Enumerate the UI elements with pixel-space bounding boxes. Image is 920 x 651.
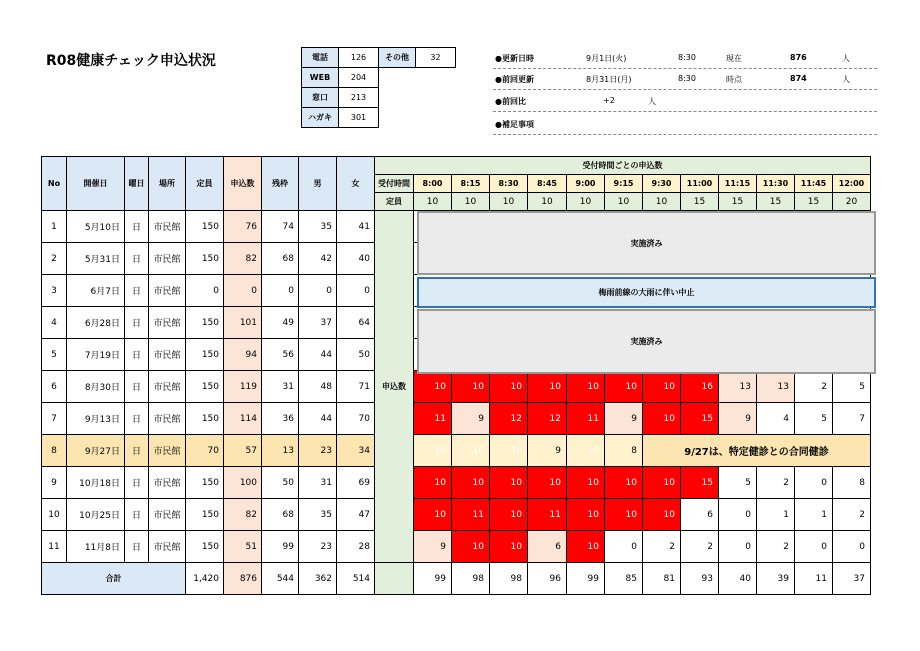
table-row xyxy=(42,403,871,435)
total-remaining: 544 xyxy=(262,563,299,595)
slot-cell: 10 xyxy=(490,371,528,403)
slot-cap-2: 10 xyxy=(490,193,528,211)
slot-time-6: 9:30 xyxy=(643,175,681,193)
row-male: 35 xyxy=(299,211,337,243)
slot-cell: 10 xyxy=(643,403,681,435)
total-label: 合計 xyxy=(42,563,186,595)
slot-time-9: 11:30 xyxy=(757,175,795,193)
row-female: 40 xyxy=(337,243,375,275)
row-applied: 82 xyxy=(224,243,262,275)
row-place: 市民館 xyxy=(149,211,186,243)
slot-cell: 9 xyxy=(605,403,643,435)
done-banner-2 xyxy=(417,309,876,374)
postcard-count: 301 xyxy=(339,108,379,128)
slot-total-4: 99 xyxy=(567,563,605,595)
slot-cell: 10 xyxy=(567,371,605,403)
slot-group-header: 受付時間ごとの申込数 xyxy=(375,157,871,175)
slot-cell: 2 xyxy=(757,531,795,563)
slot-cap-label: 定員 xyxy=(375,193,414,211)
slot-cell: 9 xyxy=(414,531,452,563)
row-male: 44 xyxy=(299,403,337,435)
row-female: 69 xyxy=(337,467,375,499)
slot-cell: 10 xyxy=(414,371,452,403)
slot-cell: 11 xyxy=(452,499,490,531)
slot-cell: 12 xyxy=(528,403,567,435)
row-date: 9月13日 xyxy=(67,403,125,435)
row-remaining: 99 xyxy=(262,531,299,563)
slot-cell: 8 xyxy=(833,467,871,499)
slot-cell: 0 xyxy=(795,531,833,563)
row-no: 2 xyxy=(42,243,67,275)
updated-date: 9月1日(火) xyxy=(586,54,627,63)
row-capacity: 150 xyxy=(186,307,224,339)
weekday-header: 曜日 xyxy=(125,157,149,211)
row-male: 42 xyxy=(299,243,337,275)
slot-cell: 5 xyxy=(795,403,833,435)
row-remaining: 13 xyxy=(262,435,299,467)
slot-cap-11: 20 xyxy=(833,193,871,211)
row-remaining: 74 xyxy=(262,211,299,243)
row-applied: 101 xyxy=(224,307,262,339)
page-title: R08健康チェック申込状況 xyxy=(46,53,216,69)
row-applied: 82 xyxy=(224,499,262,531)
slot-cell: 10 xyxy=(643,499,681,531)
done-banner-1 xyxy=(417,211,876,275)
phone-label: 電話 xyxy=(302,48,339,68)
row-place: 市民館 xyxy=(149,467,186,499)
row-date: 10月25日 xyxy=(67,499,125,531)
slot-total-0: 99 xyxy=(414,563,452,595)
slot-cell: 9 xyxy=(719,403,757,435)
slot-cell: 10 xyxy=(452,371,490,403)
row-date: 8月30日 xyxy=(67,371,125,403)
channel-counts-table xyxy=(301,47,456,128)
row-weekday: 日 xyxy=(125,531,149,563)
row-weekday: 日 xyxy=(125,371,149,403)
info-diff-row xyxy=(493,91,877,112)
row-female: 0 xyxy=(337,275,375,307)
row-weekday: 日 xyxy=(125,243,149,275)
slot-cap-8: 15 xyxy=(719,193,757,211)
slot-cell: 2 xyxy=(833,499,871,531)
row-no: 1 xyxy=(42,211,67,243)
slot-time-7: 11:00 xyxy=(681,175,719,193)
slot-time-5: 9:15 xyxy=(605,175,643,193)
slot-cell: 2 xyxy=(795,371,833,403)
row-weekday: 日 xyxy=(125,403,149,435)
slot-cell: 10 xyxy=(414,467,452,499)
slot-time-0: 8:00 xyxy=(414,175,452,193)
female-header: 女 xyxy=(337,157,375,211)
slot-cell: 10 xyxy=(605,467,643,499)
row-capacity: 150 xyxy=(186,243,224,275)
slot-cap-1: 10 xyxy=(452,193,490,211)
slot-cell: 10 xyxy=(643,467,681,499)
row-date: 7月19日 xyxy=(67,339,125,371)
row-male: 37 xyxy=(299,307,337,339)
slot-total-5: 85 xyxy=(605,563,643,595)
row-remaining: 56 xyxy=(262,339,299,371)
remaining-header: 残枠 xyxy=(262,157,299,211)
table-row xyxy=(42,435,871,467)
prev-label: ●前回更新 xyxy=(495,75,534,84)
slot-cell: 11 xyxy=(528,499,567,531)
row-capacity: 150 xyxy=(186,339,224,371)
slot-cell: 10 xyxy=(490,499,528,531)
row-no: 9 xyxy=(42,467,67,499)
table-row xyxy=(42,531,871,563)
slot-cap-10: 15 xyxy=(795,193,833,211)
cancel-text: 梅雨前線の大雨に伴い中止 xyxy=(598,288,695,297)
other-label: その他 xyxy=(379,48,416,68)
slot-cell: 10 xyxy=(414,499,452,531)
slot-cell: 10 xyxy=(490,531,528,563)
slot-cell: 16 xyxy=(681,371,719,403)
row-place: 市民館 xyxy=(149,499,186,531)
info-notes-row xyxy=(493,114,877,135)
diff-value: +2 xyxy=(603,96,615,105)
web-count: 204 xyxy=(339,68,379,88)
slot-time-4: 9:00 xyxy=(567,175,605,193)
slot-total-9: 39 xyxy=(757,563,795,595)
slot-cell: 2 xyxy=(643,531,681,563)
row-weekday: 日 xyxy=(125,211,149,243)
row-female: 64 xyxy=(337,307,375,339)
diff-unit: 人 xyxy=(648,97,656,106)
row-remaining: 50 xyxy=(262,467,299,499)
row-no: 4 xyxy=(42,307,67,339)
row-weekday: 日 xyxy=(125,339,149,371)
slot-cell: 9 xyxy=(452,403,490,435)
slot-time-1: 8:15 xyxy=(452,175,490,193)
slot-cell: 10 xyxy=(567,435,605,467)
slot-cell: 10 xyxy=(490,467,528,499)
row-no: 7 xyxy=(42,403,67,435)
row-remaining: 68 xyxy=(262,499,299,531)
point-label: 時点 xyxy=(726,75,742,84)
row-female: 47 xyxy=(337,499,375,531)
prev-time: 8:30 xyxy=(678,74,696,83)
row-male: 23 xyxy=(299,531,337,563)
slot-cell: 11 xyxy=(414,403,452,435)
slot-total-6: 81 xyxy=(643,563,681,595)
slot-time-11: 12:00 xyxy=(833,175,871,193)
row-place: 市民館 xyxy=(149,531,186,563)
row-weekday: 日 xyxy=(125,499,149,531)
total-capacity: 1,420 xyxy=(186,563,224,595)
total-applied: 876 xyxy=(224,563,262,595)
slot-cap-4: 10 xyxy=(567,193,605,211)
row-place: 市民館 xyxy=(149,435,186,467)
postcard-label: ハガキ xyxy=(302,108,339,128)
row-capacity: 150 xyxy=(186,499,224,531)
row-applied: 0 xyxy=(224,275,262,307)
diff-label: ●前回比 xyxy=(495,97,526,106)
capacity-header: 定員 xyxy=(186,157,224,211)
row-capacity: 150 xyxy=(186,531,224,563)
slot-total-8: 40 xyxy=(719,563,757,595)
row-place: 市民館 xyxy=(149,403,186,435)
now-label: 現在 xyxy=(726,54,742,63)
slot-cell: 13 xyxy=(757,371,795,403)
slot-cap-3: 10 xyxy=(528,193,567,211)
row-weekday: 日 xyxy=(125,435,149,467)
slot-cell: 0 xyxy=(719,499,757,531)
slot-cell: 10 xyxy=(452,531,490,563)
slot-cell: 6 xyxy=(681,499,719,531)
row-date: 5月10日 xyxy=(67,211,125,243)
slot-cell: 9 xyxy=(528,435,567,467)
phone-count: 126 xyxy=(339,48,379,68)
slot-cell: 10 xyxy=(605,371,643,403)
slot-cell: 10 xyxy=(567,467,605,499)
point-unit: 人 xyxy=(842,75,850,84)
place-header: 場所 xyxy=(149,157,186,211)
slot-cap-6: 10 xyxy=(643,193,681,211)
slot-cell: 5 xyxy=(833,371,871,403)
slot-total-11: 37 xyxy=(833,563,871,595)
no-header: No xyxy=(42,157,67,211)
row-capacity: 150 xyxy=(186,403,224,435)
row-applied: 51 xyxy=(224,531,262,563)
updated-time: 8:30 xyxy=(678,53,696,62)
total-side-blank xyxy=(375,563,414,595)
row-remaining: 36 xyxy=(262,403,299,435)
row-no: 11 xyxy=(42,531,67,563)
row-applied: 119 xyxy=(224,371,262,403)
row-applied: 100 xyxy=(224,467,262,499)
row-applied: 76 xyxy=(224,211,262,243)
slot-cap-5: 10 xyxy=(605,193,643,211)
row-date: 6月28日 xyxy=(67,307,125,339)
point-value: 874 xyxy=(790,74,807,83)
row-female: 71 xyxy=(337,371,375,403)
row-male: 35 xyxy=(299,499,337,531)
joint-checkup-note: 9/27は、特定健診との合同健診 xyxy=(643,435,871,467)
row-capacity: 150 xyxy=(186,467,224,499)
slot-cell: 1 xyxy=(795,499,833,531)
row-male: 31 xyxy=(299,467,337,499)
slot-time-3: 8:45 xyxy=(528,175,567,193)
row-date: 10月18日 xyxy=(67,467,125,499)
window-label: 窓口 xyxy=(302,88,339,108)
row-female: 70 xyxy=(337,403,375,435)
other-count: 32 xyxy=(416,48,456,68)
row-date: 5月31日 xyxy=(67,243,125,275)
row-applied: 57 xyxy=(224,435,262,467)
slot-total-10: 11 xyxy=(795,563,833,595)
row-no: 5 xyxy=(42,339,67,371)
row-remaining: 49 xyxy=(262,307,299,339)
cancel-banner xyxy=(417,277,876,308)
slot-cell: 0 xyxy=(605,531,643,563)
slot-time-label: 受付時間 xyxy=(375,175,414,193)
row-capacity: 150 xyxy=(186,371,224,403)
slot-cell: 13 xyxy=(719,371,757,403)
row-place: 市民館 xyxy=(149,307,186,339)
row-male: 0 xyxy=(299,275,337,307)
slot-total-7: 93 xyxy=(681,563,719,595)
slot-cell: 2 xyxy=(681,531,719,563)
slot-time-10: 11:45 xyxy=(795,175,833,193)
row-male: 44 xyxy=(299,339,337,371)
window-count: 213 xyxy=(339,88,379,108)
row-remaining: 31 xyxy=(262,371,299,403)
slot-time-8: 11:15 xyxy=(719,175,757,193)
slot-cell: 10 xyxy=(414,435,452,467)
row-date: 6月7日 xyxy=(67,275,125,307)
total-male: 362 xyxy=(299,563,337,595)
total-female: 514 xyxy=(337,563,375,595)
slot-total-3: 96 xyxy=(528,563,567,595)
slot-cell: 4 xyxy=(757,403,795,435)
slot-cell: 11 xyxy=(567,403,605,435)
row-date: 11月8日 xyxy=(67,531,125,563)
info-updated-row xyxy=(493,48,877,69)
row-no: 3 xyxy=(42,275,67,307)
row-weekday: 日 xyxy=(125,275,149,307)
row-capacity: 150 xyxy=(186,211,224,243)
info-prev-row xyxy=(493,69,877,90)
row-remaining: 68 xyxy=(262,243,299,275)
slot-cell: 12 xyxy=(490,403,528,435)
slot-cell: 10 xyxy=(528,371,567,403)
slot-cell: 10 xyxy=(528,467,567,499)
slot-cap-0: 10 xyxy=(414,193,452,211)
row-female: 28 xyxy=(337,531,375,563)
slot-cell: 10 xyxy=(643,371,681,403)
applied-side-label: 申込数 xyxy=(375,211,414,563)
row-female: 34 xyxy=(337,435,375,467)
slot-cell: 5 xyxy=(719,467,757,499)
row-no: 6 xyxy=(42,371,67,403)
row-place: 市民館 xyxy=(149,243,186,275)
slot-cell: 7 xyxy=(833,403,871,435)
slot-cell: 8 xyxy=(605,435,643,467)
slot-cell: 10 xyxy=(452,467,490,499)
slot-total-1: 98 xyxy=(452,563,490,595)
row-place: 市民館 xyxy=(149,371,186,403)
slot-cell: 15 xyxy=(681,403,719,435)
row-capacity: 0 xyxy=(186,275,224,307)
table-row xyxy=(42,499,871,531)
slot-cell: 0 xyxy=(719,531,757,563)
done-text: 実施済み xyxy=(630,238,663,248)
slot-cap-9: 15 xyxy=(757,193,795,211)
row-applied: 114 xyxy=(224,403,262,435)
slot-cell: 10 xyxy=(567,531,605,563)
table-row xyxy=(42,467,871,499)
slot-cell: 6 xyxy=(528,531,567,563)
male-header: 男 xyxy=(299,157,337,211)
row-female: 41 xyxy=(337,211,375,243)
row-date: 9月27日 xyxy=(67,435,125,467)
row-no: 10 xyxy=(42,499,67,531)
now-unit: 人 xyxy=(842,54,850,63)
slot-total-2: 98 xyxy=(490,563,528,595)
slot-cell: 10 xyxy=(567,499,605,531)
slot-cell: 10 xyxy=(490,435,528,467)
slot-time-2: 8:30 xyxy=(490,175,528,193)
date-header: 開催日 xyxy=(67,157,125,211)
slot-cell: 0 xyxy=(795,467,833,499)
row-place: 市民館 xyxy=(149,275,186,307)
row-applied: 94 xyxy=(224,339,262,371)
slot-cell: 15 xyxy=(681,467,719,499)
slot-cell: 1 xyxy=(757,499,795,531)
row-male: 23 xyxy=(299,435,337,467)
row-no: 8 xyxy=(42,435,67,467)
slot-cap-7: 15 xyxy=(681,193,719,211)
row-weekday: 日 xyxy=(125,467,149,499)
row-remaining: 0 xyxy=(262,275,299,307)
slot-cell: 0 xyxy=(833,531,871,563)
row-place: 市民館 xyxy=(149,339,186,371)
row-female: 50 xyxy=(337,339,375,371)
done-text-2: 実施済み xyxy=(630,337,663,346)
row-weekday: 日 xyxy=(125,307,149,339)
slot-cell: 2 xyxy=(757,467,795,499)
applied-header: 申込数 xyxy=(224,157,262,211)
web-label: WEB xyxy=(302,68,339,88)
slot-cell: 10 xyxy=(452,435,490,467)
now-value: 876 xyxy=(790,53,807,62)
updated-label: ●更新日時 xyxy=(495,54,534,63)
notes-label: ●補足事項 xyxy=(495,120,534,129)
prev-date: 8月31日(月) xyxy=(586,75,632,84)
row-capacity: 70 xyxy=(186,435,224,467)
row-male: 48 xyxy=(299,371,337,403)
table-row xyxy=(42,371,871,403)
slot-cell: 10 xyxy=(605,499,643,531)
